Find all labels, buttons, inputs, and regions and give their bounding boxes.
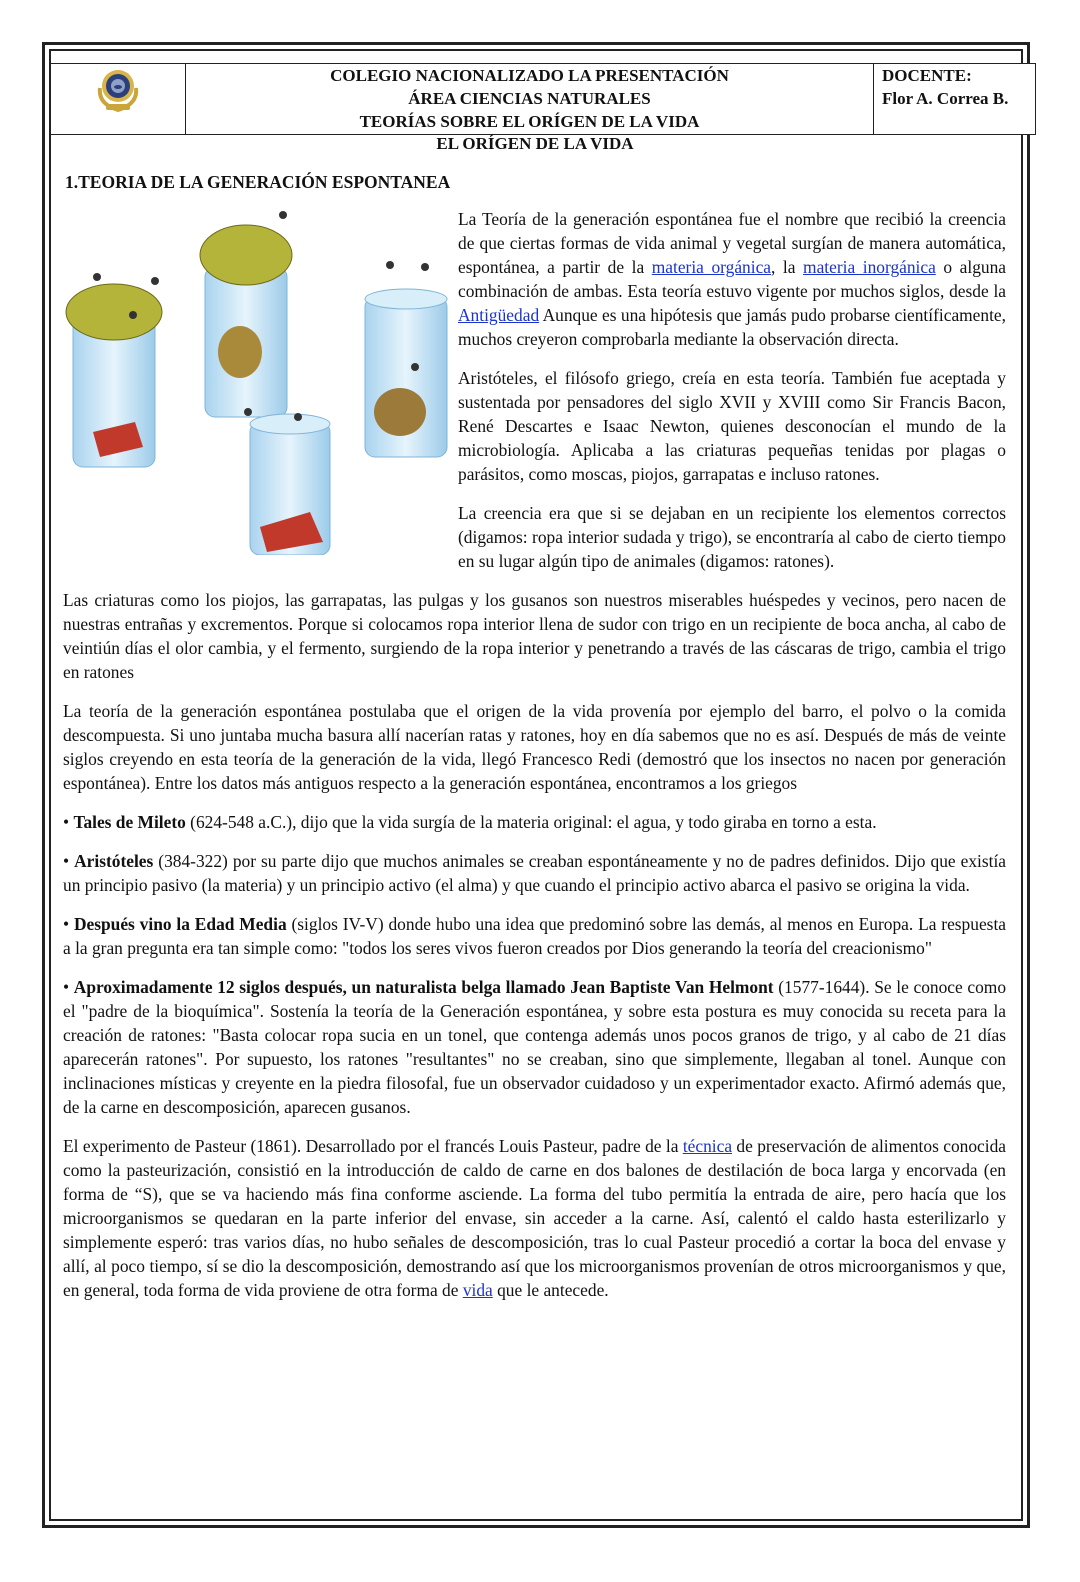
text-segment: • <box>63 977 74 997</box>
text-link[interactable]: técnica <box>682 1136 733 1156</box>
text-segment: (siglos IV-V) donde hubo una idea que predominó sobre las demás, al menos en Europa. La respuesta a la gran pregunta era tan simple como: "todos los seres vivos fueron creados por Dios generando la teoría del creacionismo" <box>63 914 1006 958</box>
bullet-paragraph <box>63 912 1006 960</box>
text-segment: • <box>63 812 74 832</box>
paragraph <box>63 1134 1006 1302</box>
text-segment: (384-322) por su parte dijo que muchos animales se creaban espontáneamente y no de padres definidos. Dijo que existía un principio pasivo (la materia) y un principio activo (el alma) y que cuando el principio activo abarca el pasivo se origina la vida. <box>63 851 1007 895</box>
text-segment: Las criaturas como los piojos, las garrapatas, las pulgas y los gusanos son nuestros miserables huéspedes y vecinos, pero nacen de nuestras entrañas y excrementos. Porque si colocamos ropa interior llena de sudor con trigo en un recipiente de boca ancha, al cabo de veintiún días el olor cambia, y el fermento, surgiendo de la ropa interior y penetrando a través de las cáscaras de trigo, cambia el trigo en ratones <box>63 590 1006 682</box>
text-segment: (624-548 a.C.), dijo que la vida surgía de la materia original: el agua, y todo giraba en torno a esta. <box>185 812 877 832</box>
text-segment: • <box>63 914 74 934</box>
bullet-paragraph <box>63 975 1006 1119</box>
text-segment: Aunque es una hipótesis que jamás pudo probarse científicamente, muchos creyeron comprobarla mediante la observación directa. <box>458 305 1006 349</box>
bullet-paragraph <box>63 849 1006 897</box>
text-link[interactable]: materia orgánica <box>651 257 772 277</box>
document-header <box>50 63 1036 135</box>
school-name: COLEGIO NACIONALIZADO LA PRESENTACIÓN <box>330 66 729 85</box>
header-title-cell <box>186 64 874 134</box>
document-body <box>63 207 1006 1317</box>
topic-name: TEORÍAS SOBRE EL ORÍGEN DE LA VIDA <box>359 112 700 131</box>
document-subtitle: EL ORÍGEN DE LA VIDA <box>436 134 634 153</box>
bold-term: Después vino la Edad Media <box>73 914 287 934</box>
area-name: ÁREA CIENCIAS NATURALES <box>408 89 651 108</box>
teacher-cell <box>874 64 1035 134</box>
jars-illustration <box>55 207 450 555</box>
text-segment: o alguna combinación de ambas. Esta teoría estuvo vigente por muchos siglos, desde la <box>458 257 1007 301</box>
text-segment: , la <box>771 257 804 277</box>
bold-term: Tales de Mileto <box>73 812 186 832</box>
bold-term: Aristóteles <box>74 851 154 871</box>
teacher-label: DOCENTE: <box>882 66 972 85</box>
paragraph <box>63 588 1006 684</box>
school-logo-icon <box>96 66 140 114</box>
text-segment: (1577-1644). Se le conoce como el "padre de la bioquímica". Sostenía la teoría de la Generación espontánea, y sobre esta postura es muy conocida su receta para la creación de ratones: "Basta colocar ropa sucia en un tonel, que contenga además unos pocos granos de trigo, y al cabo de 21 días aparecerán ratones". Por supuesto, los ratones "resultantes" no se creaban, sino que simplemente, llegaban al tonel. Aunque con inclinaciones místicas y creyente en la piedra filosofal, fue un observador cuidadoso y un experimentador exacto. Afirmó además que, de la carne en descomposición, aparecen gusanos. <box>63 977 1007 1117</box>
teacher-name: Flor A. Correa B. <box>882 89 1009 108</box>
text-link[interactable]: vida <box>462 1280 493 1300</box>
text-segment: Aristóteles, el filósofo griego, creía en esta teoría. También fue aceptada y sustentada por pensadores del siglo XVII y XVIII como Sir Francis Bacon, René Descartes e Isaac Newton, quienes desconocían el mundo de la microbiología. Aplicaba a las criaturas pequeñas tenidas por plagas o parásitos, como moscas, piojos, garrapatas e incluso ratones. <box>458 368 1006 484</box>
paragraph <box>63 699 1006 795</box>
text-segment: de preservación de alimentos conocida como la pasteurización, consistió en la introducción de caldo de carne en dos balones de destilación de boca larga y encorvada (en forma de “S), que se va haciendo más fina conforme asciende. La forma del tubo permitía la entrada de aire, pero hacía que los microorganismos se quedaran en la parte inferior del envase, sin acceder a la carne. Así, calentó el caldo hasta esterilizarlo y simplemente esperó: tras varios días, no hubo señales de descomposición, tras lo cual Pasteur procedió a cortar la boca del envase y allí, al poco tiempo, sí se dio la descomposición, demostrando así que los microorganismos provenían de otros microorganismos y que, en general, toda forma de vida proviene de otra forma de <box>63 1136 1006 1300</box>
text-segment: que le antecede. <box>492 1280 609 1300</box>
text-segment: La creencia era que si se dejaban en un recipiente los elementos correctos (digamos: ropa interior sudada y trigo), se encontraría al cabo de cierto tiempo en su lugar algún tipo de animales (digamos: ratones). <box>458 503 1006 571</box>
logo-cell <box>51 64 186 134</box>
text-link[interactable]: Antigüedad <box>458 305 540 325</box>
text-link[interactable]: materia inorgánica <box>803 257 936 277</box>
bullet-paragraph <box>63 810 1006 834</box>
section-title: 1.TEORIA DE LA GENERACIÓN ESPONTANEA <box>65 172 451 192</box>
text-segment: El experimento de Pasteur (1861). Desarrollado por el francés Louis Pasteur, padre de la <box>63 1136 683 1156</box>
text-segment: La Teoría de la generación espontánea fue el nombre que recibió la creencia de que ciertas formas de vida animal y vegetal surgían de manera automática, espontánea, a partir de la <box>458 209 1006 277</box>
text-segment: La teoría de la generación espontánea postulaba que el origen de la vida provenía por ejemplo del barro, el polvo o la comida descompuesta. Si uno juntaba mucha basura allí nacerían ratas y ratones, hoy en día sabemos que no es así. Después de más de veinte siglos creyendo en esta teoría de la generación de la vida, llegó Francesco Redi (demostró que los insectos no nacen por generación espontánea). Entre los datos más antiguos respecto a la generación espontánea, encontramos a los griegos <box>63 701 1006 793</box>
text-segment: • <box>63 851 75 871</box>
bold-term: Aproximadamente 12 siglos después, un naturalista belga llamado Jean Baptiste Van Helmont <box>73 977 774 997</box>
